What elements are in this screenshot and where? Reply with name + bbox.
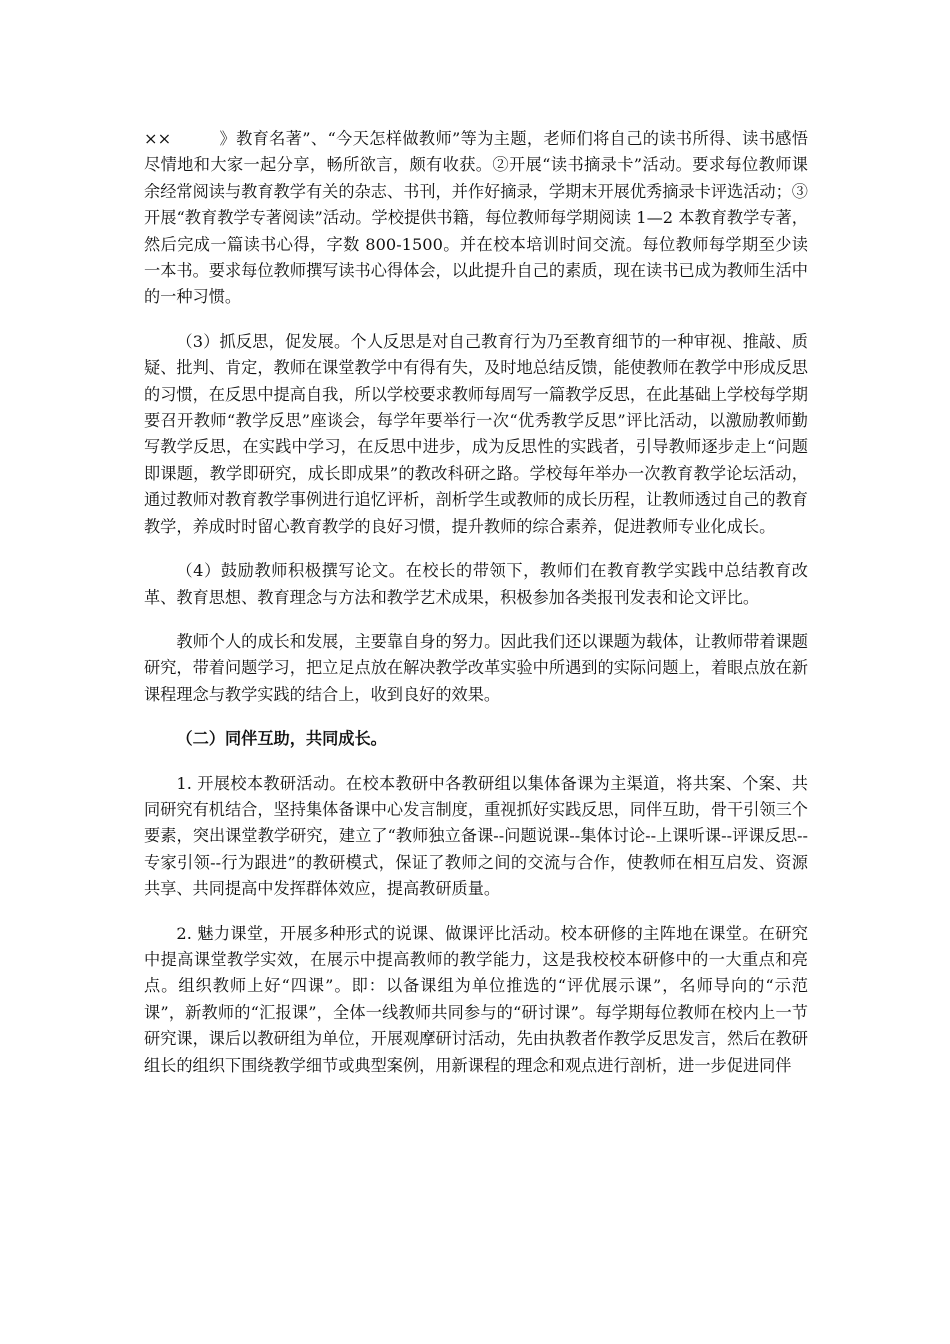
paragraph-personal-growth: 教师个人的成长和发展，主要靠自身的努力。因此我们还以课题为载体，让教师带着课题研究，带着问题学习，把立足点放在解决教学改革实验中所遇到的实际问题上，着眼点放在新课程理念与教学实践的结合上，收到良好的效果。: [144, 631, 808, 704]
paragraph-papers: （4）鼓励教师积极撰写论文。在校长的带领下，教师们在教育教学实践中总结教育改革、教育思想、教育理念与方法和教学艺术成果，积极参加各类报刊发表和论文评比。: [144, 561, 808, 607]
paragraph-reflection: （3）抓反思，促发展。个人反思是对自己教育行为乃至教育细节的一种审视、推敲、质疑、批判、肯定，教师在课堂教学中有得有失，及时地总结反馈，能使教师在教学中形成反思的习惯，在反思中提高自我，所以学校要求教师每周写一篇教学反思，在此基础上学校每学期要召开教师“教学反思”座谈会，每学年要举行一次“优秀教学反思”评比活动，以激励教师勤写教学反思，在实践中学习，在反思中进步，成为反思性的实践者，引导教师逐步走上“问题即课题，教学即研究，成长即成果”的教改科研之路。学校每年举办一次教育教学论坛活动，通过教师对教育教学事例进行追忆评析，剖析学生或教师的成长历程，让教师透过自己的教育教学，养成时时留心教育教学的良好习惯，提升教师的综合素养，促进教师专业化成长。: [144, 331, 808, 536]
paragraph-prefix: ××: [144, 129, 172, 148]
document-page: [144, 126, 808, 1097]
paragraph-reading-activities: [144, 126, 808, 311]
paragraph-school-research: 1. 开展校本教研活动。在校本教研中各教研组以集体备课为主渠道，将共案、个案、共同研究有机结合，坚持集体备课中心发言制度，重视抓好实践反思，同伴互助，骨干引领三个要素，突出课堂教学研究，建立了“教师独立备课--问题说课--集体讨论--上课听课--评课反思--专家引领--行为跟进”的教研模式，保证了教师之间的交流与合作，使教师在相互启发、资源共享、共同提高中发挥群体效应，提高教研质量。: [144, 773, 809, 899]
paragraph-charm-classroom: 2. 魅力课堂，开展多种形式的说课、做课评比活动。校本研修的主阵地在课堂。在研究中提高课堂教学实效，在展示中提高教师的教学能力，这是我校校本研修中的一大重点和亮点。组织教师上好“四课”。即：以备课组为单位推选的“评优展示课”，名师导向的“示范课”，新教师的“汇报课”，全体一线教师共同参与的“研讨课”。每学期每位教师在校内上一节研究课，课后以教研组为单位，开展观摩研讨活动，先由执教者作教学反思发言，然后在教研组长的组织下围绕教学细节或典型案例，用新课程的理念和观点进行剖析，进一步促进同伴: [144, 923, 808, 1075]
section-heading-peer-support: （二）同伴互助，共同成长。: [176, 729, 387, 749]
paragraph-text: 》教育名著”、“今天怎样做教师”等为主题，老师们将自己的读书所得、读书感悟尽情地和大家一起分享，畅所欲言，颇有收获。②开展“读书摘录卡”活动。要求每位教师课余经常阅读与教育教学有关的杂志、书刊，并作好摘录，学期末开展优秀摘录卡评选活动；③开展“教育教学专著阅读”活动。学校提供书籍，每位教师每学期阅读 1—2 本教育教学专著，然后完成一篇读书心得，字数 800-1500。并在校本培训时间交流。每位教师每学期至少读一本书。要求每位教师撰写读书心得体会，以此提升自己的素质，现在读书已成为教师生活中的一种习惯。: [144, 129, 808, 307]
